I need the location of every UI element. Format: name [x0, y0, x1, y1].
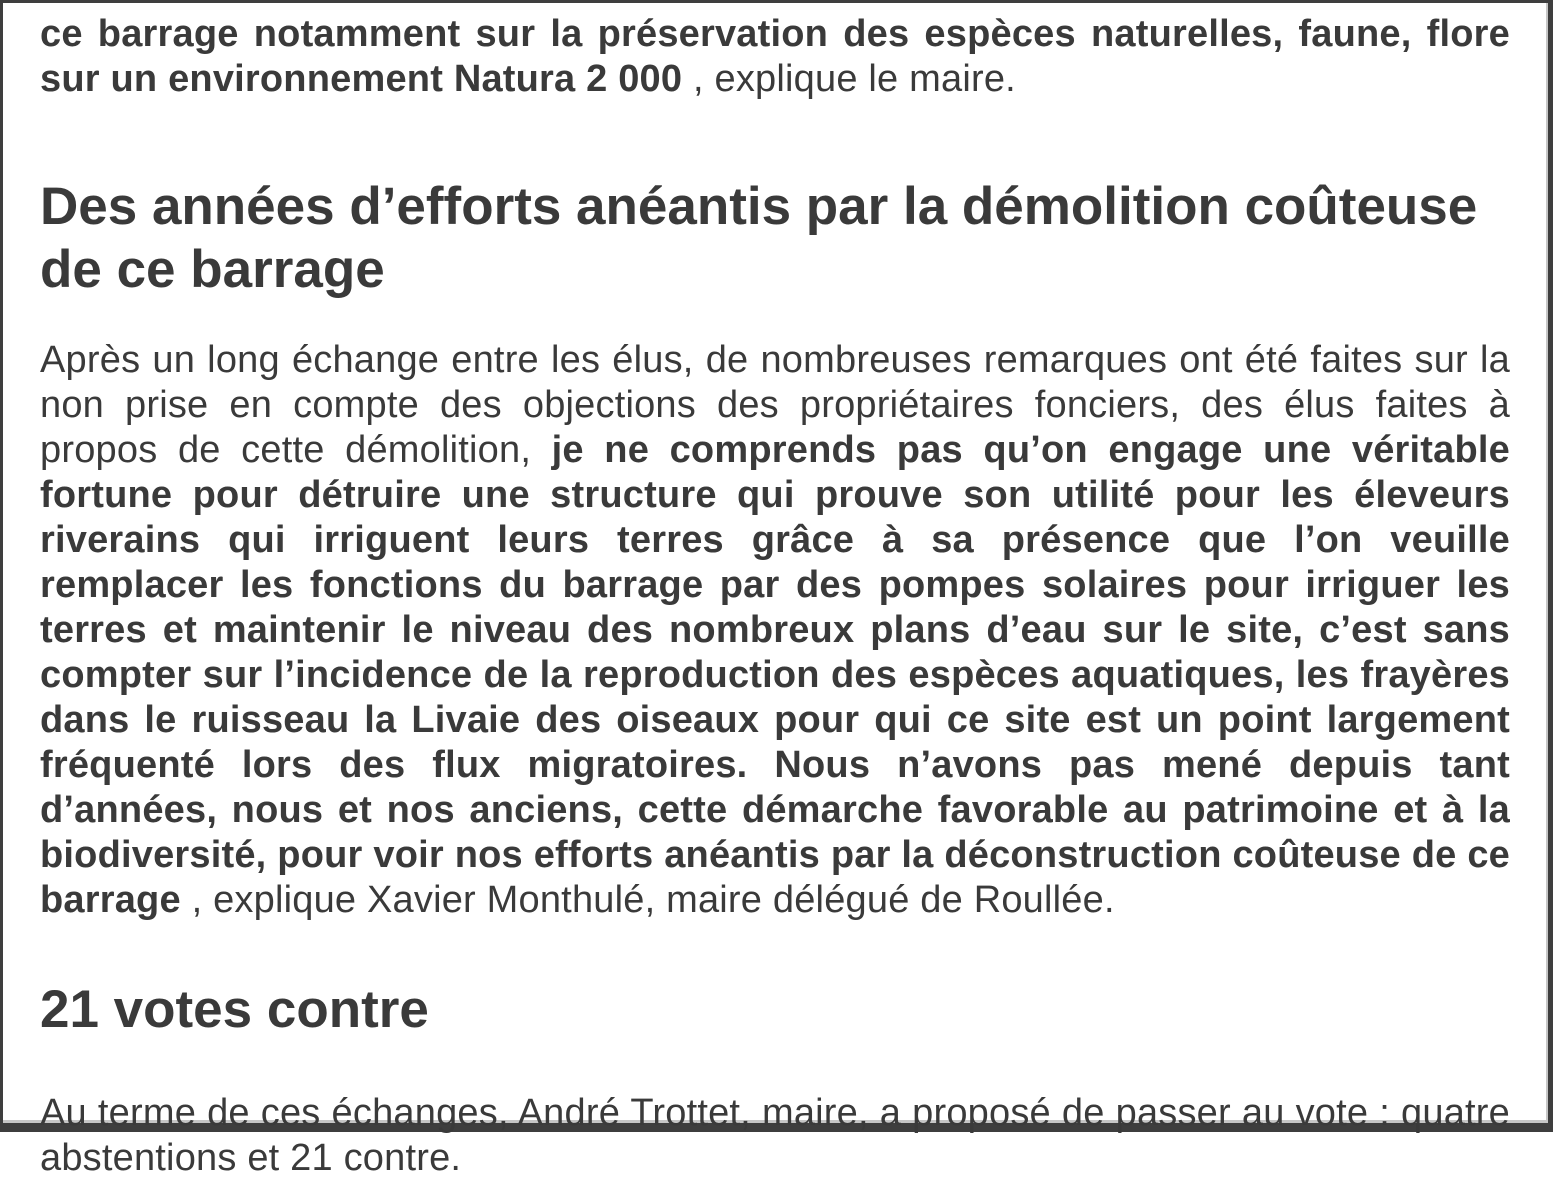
closing-paragraph-text: Au terme de ces échanges, André Trottet, maire, a proposé de passer au vote : quatre abstentions et 21 contre.	[40, 1092, 1510, 1179]
lead-bold-text: ce barrage notamment sur la préservation des espèces naturelles, faune, flore sur un environnement Natura 2 000	[40, 13, 1510, 100]
heading-demolition: Des années d’efforts anéantis par la démolition coûteuse de ce barrage	[40, 177, 1478, 299]
lead-attribution: , explique le maire.	[682, 58, 1016, 100]
quote-bold-text: je ne comprends pas qu’on engage une véritable fortune pour détruire une structure qui prouve son utilité pour les éleveurs riverains qui irriguent leurs terres grâce à sa présence que l’on veuille remplacer les fonctions du barrage par des pompes solaires pour irriguer les terres et maintenir le niveau des nombreux plans d’eau sur le site, c’est sans compter sur l’incidence de la reproduction des espèces aquatiques, les frayères dans le ruisseau la Livaie des oiseaux pour qui ce site est un point largement fréquenté lors des flux migratoires. Nous n’avons pas mené depuis tant d’années, nous et nos anciens, cette démarche favorable au patrimoine et à la biodiversité, pour voir nos efforts anéantis par la déconstruction coûteuse de ce barrage	[40, 429, 1510, 921]
closing-paragraph	[40, 1091, 1510, 1181]
quote-paragraph	[40, 338, 1510, 923]
lead-paragraph	[40, 12, 1510, 102]
quote-regular-intro: Après un long échange entre les élus, de nombreuses remarques ont été faites sur la non prise en compte des objections des propriétaires fonciers, des élus faites à propos de cette démolition,	[40, 339, 1510, 471]
heading-votes: 21 votes contre	[40, 980, 429, 1039]
quote-attribution: , explique Xavier Monthulé, maire délégué de Roullée.	[180, 879, 1115, 921]
